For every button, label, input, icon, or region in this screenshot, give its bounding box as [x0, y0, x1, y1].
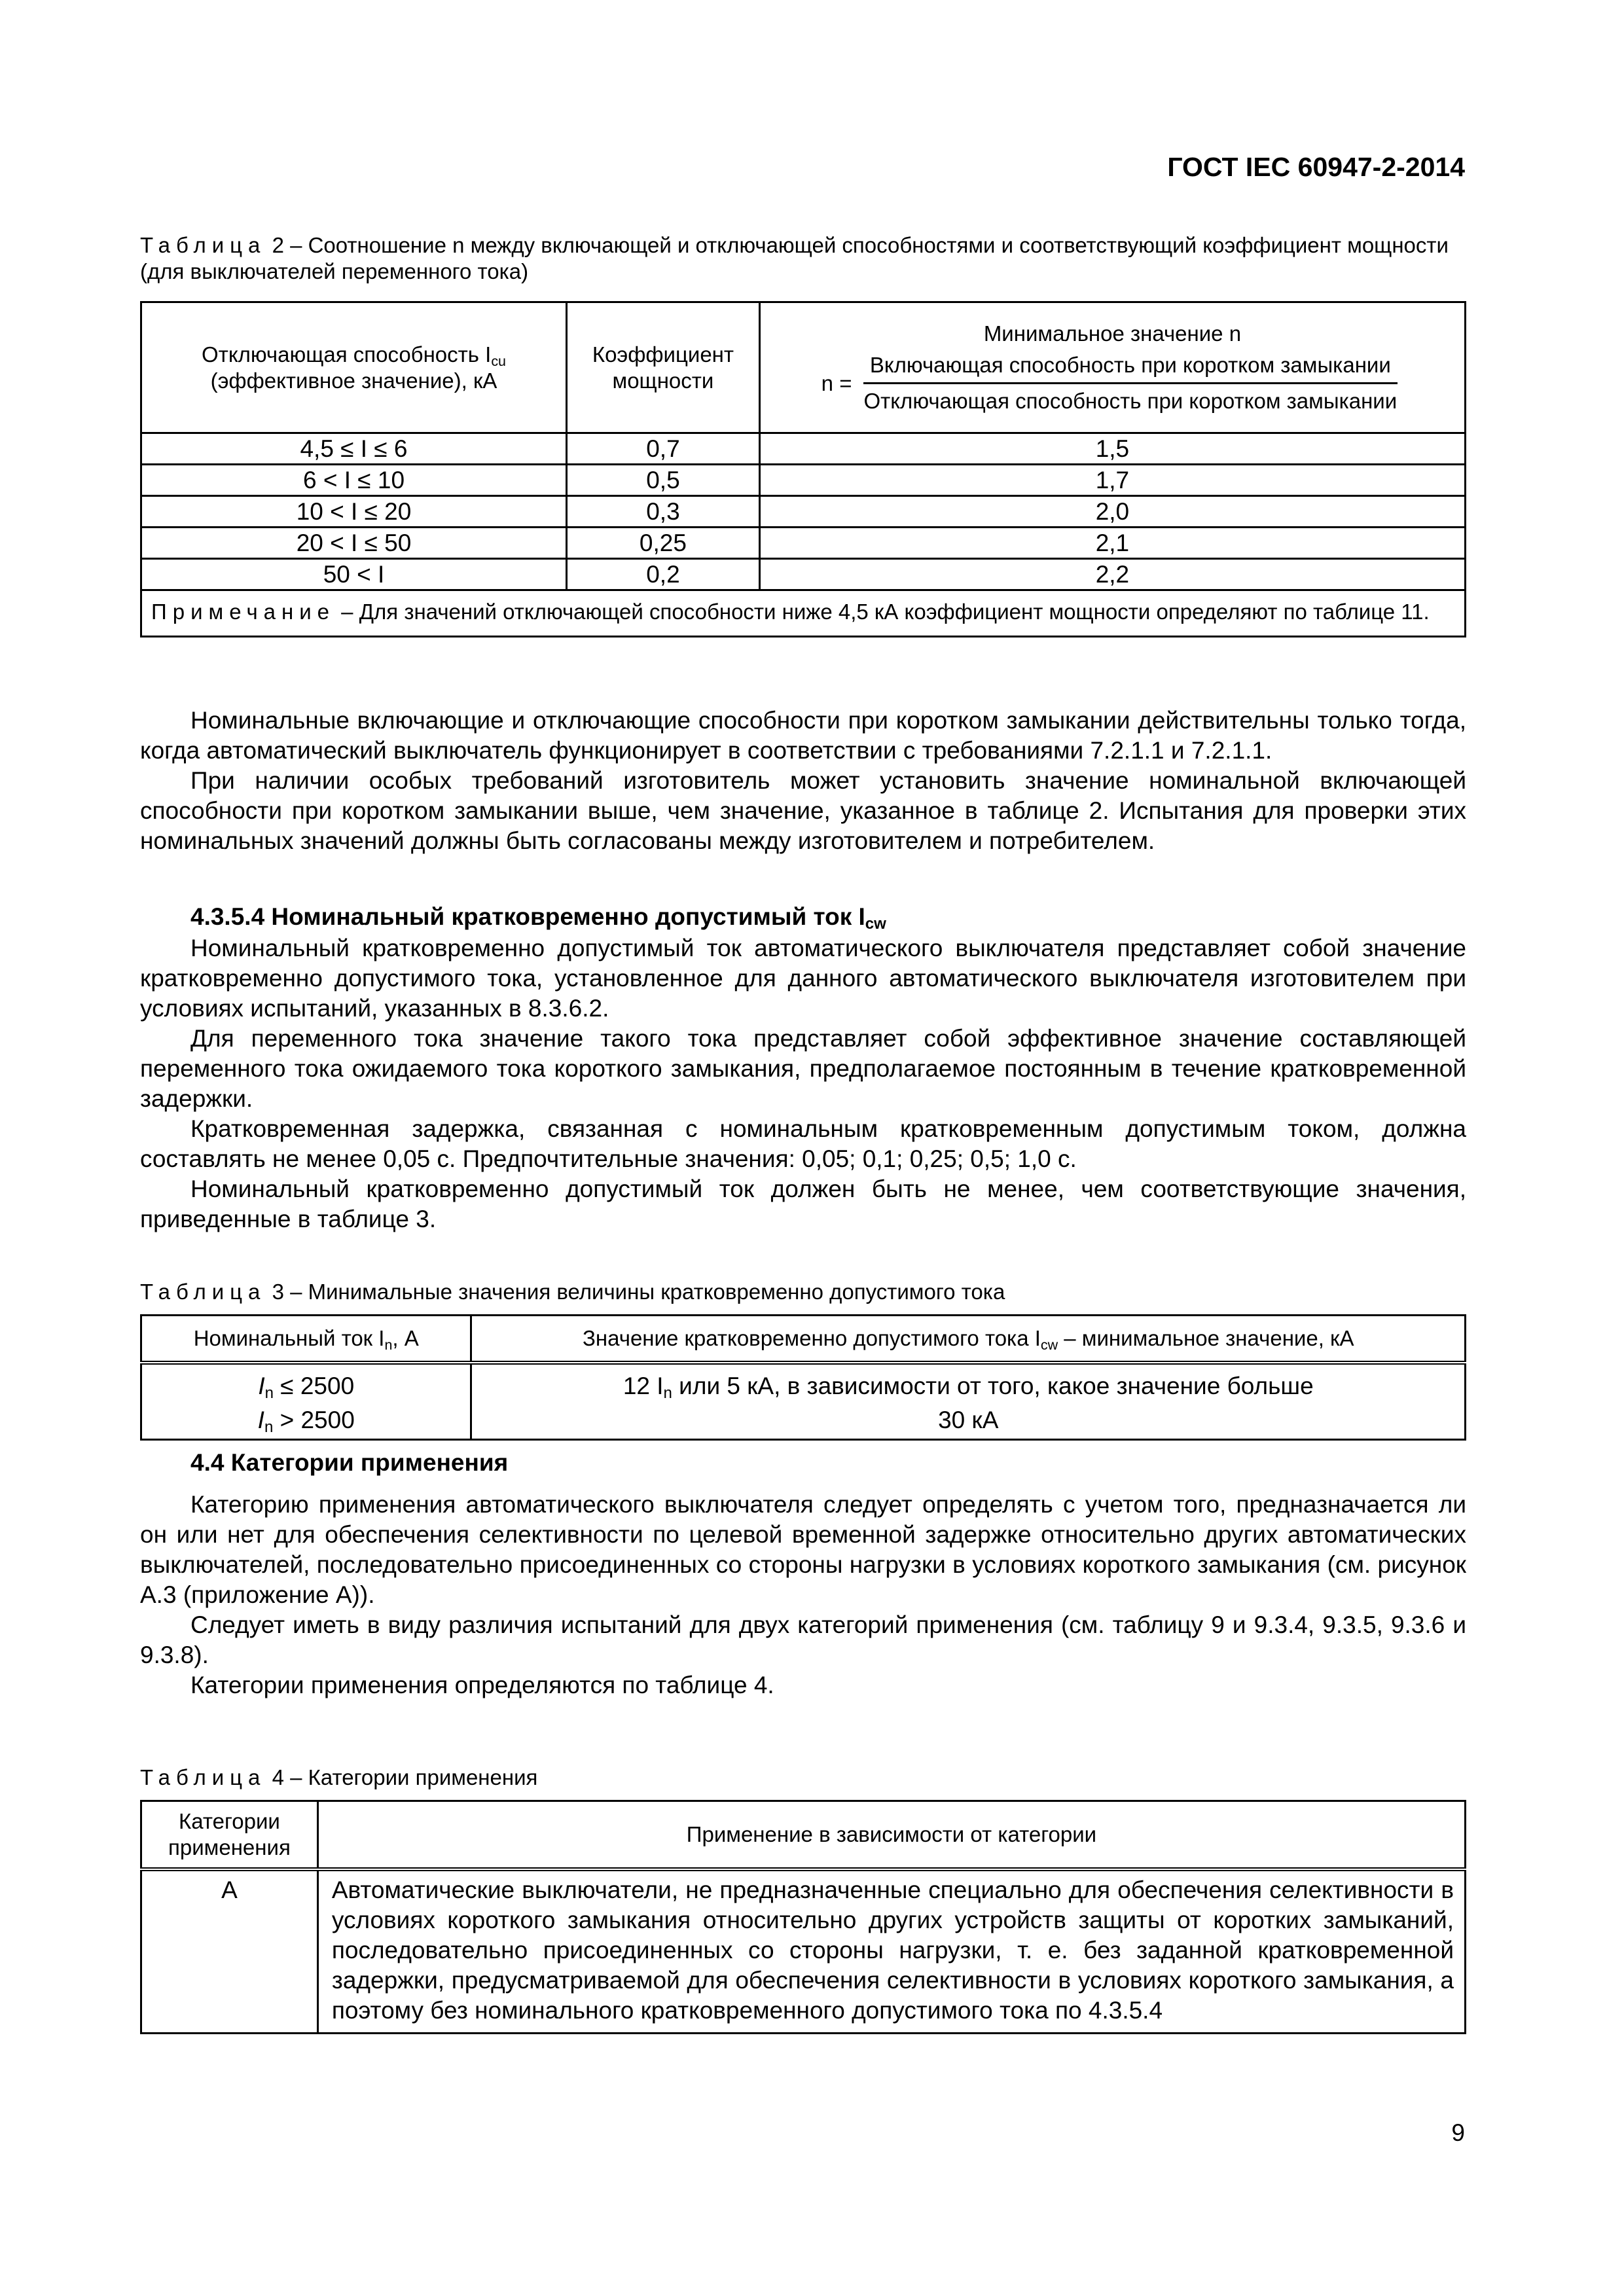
paragraph: Номинальный кратковременно допустимый ток должен быть не менее, чем соответствующие значения, приведенные в таблице 3. — [140, 1175, 1466, 1232]
paragraph: Для переменного тока значение такого тока представляет собой эффективное значение составляющей переменного тока ожидаемого тока короткого замыкания, предполагаемое постоянным в течение кратковременной задержки. — [140, 1025, 1466, 1112]
page-number: 9 — [1451, 2119, 1465, 2146]
table-row: 10 < I ≤ 20 0,3 2,0 — [141, 496, 1466, 528]
table-4 — [140, 1800, 1466, 2034]
table3-head-short-time-current: Значение кратковременно допустимого тока $I_{cw}$ – минимальное значение, кА — [471, 1316, 1466, 1363]
formula-numerator: Включающая способность при коротком замыкании — [863, 352, 1398, 384]
paragraph: Следует иметь в виду различия испытаний для двух категорий применения (см. таблицу 9 и 9.3.4, 9.3.5, 9.3.6 и 9.3.8). — [140, 1611, 1466, 1668]
paragraph: При наличии особых требований изготовитель может установить значение номинальной включающей способности при коротком замыкании выше, чем значение, указанное в таблице 2. Испытания для проверки этих номинальных значений должны быть согласованы между изготовителем и потребителем. — [140, 767, 1466, 854]
table3-min-values: 12 $I_n$ или 5 кА, в зависимости от того, какое значение больше 30 кА — [471, 1363, 1466, 1440]
paragraph: Номинальные включающие и отключающие способности при коротком замыкании действительны только тогда, когда автоматический выключатель функционирует в соответствии с требованиями 7.2.1.1 и 7.2.1.1. — [140, 707, 1466, 764]
table2-caption-text: 2 – Соотношение n между включающей и отключающей способностями и соответствующий коэффициент мощности (для выключателей переменного тока) — [140, 233, 1449, 283]
paragraph: Категории применения определяются по таблице 4. — [190, 1672, 774, 1698]
table3-head-rated-current: Номинальный ток $I_n$, А — [141, 1316, 471, 1363]
table2-note: Примечание – Для значений отключающей способности ниже 4,5 кА коэффициент мощности определяют по таблице 11. — [141, 590, 1466, 637]
paragraph: Номинальный кратковременно допустимый ток автоматического выключателя представляет собой значение кратковременно допустимого тока, установленное для данного автоматического выключателя изготовителем при условиях испытаний, указанных в 8.3.6.2. — [140, 935, 1466, 1022]
table-row: 50 < I 0,2 2,2 — [141, 559, 1466, 590]
standard-header: ГОСТ IEC 60947-2-2014 — [1167, 152, 1465, 182]
body-text-3 — [140, 1490, 1466, 1700]
section-44-title: 4.4 Категории применения — [190, 1449, 509, 1476]
table2-head-breaking-capacity: Отключающая способность $I_{cu}$ (эффективное значение), кА — [141, 302, 567, 433]
table4-head-application: Применение в зависимости от категории — [317, 1801, 1465, 1869]
table4-head-category: Категории применения — [141, 1801, 318, 1869]
body-text-2 — [140, 933, 1466, 1234]
table3-caption: Таблица 3 – Минимальные значения величины кратковременно допустимого тока — [140, 1280, 1005, 1304]
table-row: $I_n > 2500$ — [257, 1407, 355, 1437]
table-row: 20 < I ≤ 50 0,25 2,1 — [141, 528, 1466, 559]
table3-current-ranges — [141, 1363, 471, 1440]
table4-caption: Таблица 4 – Категории применения — [140, 1765, 538, 1789]
table-row: 4,5 ≤ I ≤ 6 0,7 1,5 — [141, 433, 1466, 465]
formula-denominator: Отключающая способность при коротком замыкании — [863, 389, 1398, 413]
ratio-formula: n = $\frac{\text{Включающая способность при коротком замыкании}}{\text{Отключающая способность при коротком замыкании}}$ — [821, 352, 1404, 414]
table-row — [141, 1869, 1466, 2034]
table-row: $I_n \le 2500$ — [258, 1372, 355, 1403]
table2-caption — [140, 232, 1466, 285]
table4-category-cell: А — [141, 1869, 318, 2034]
table2-caption-label: Таблица — [140, 233, 266, 257]
paragraph: Категорию применения автоматического выключателя следует определять с учетом того, предназначается ли он или нет для обеспечения селективности по целевой временной задержке относительно других автоматических выключателей, последовательно присоединенных со стороны нагрузки в условиях короткого замыкания (см. рисунок А.3 (приложение А)). — [140, 1491, 1466, 1608]
table-2 — [140, 301, 1466, 637]
table-row: 6 < I ≤ 10 0,5 1,7 — [141, 465, 1466, 496]
table2-head-power-factor: Коэффициент мощности — [567, 302, 760, 433]
body-text-1 — [140, 706, 1466, 856]
table-3 — [140, 1314, 1466, 1441]
table2-head-min-n: Минимальное значение n n = $\frac{\text{Включающая способность при коротком замыкании}}{\text{Отключающая способность при коротком замыкании}}$ — [759, 302, 1465, 433]
paragraph: Кратковременная задержка, связанная с номинальным кратковременным допустимым током, должна составлять не менее 0,05 с. Предпочтительные значения: 0,05; 0,1; 0,25; 0,5; 1,0 с. — [140, 1115, 1466, 1172]
section-4354-title: 4.3.5.4 Номинальный кратковременно допустимый ток $I_{cw}$ — [190, 903, 886, 933]
table4-application-cell: Автоматические выключатели, не предназначенные специально для обеспечения селективности в условиях короткого замыкания относительно других устройств защиты от коротких замыканий, последовательно присоединенных со стороны нагрузки, т. е. без заданной кратковременной задержки, предусматриваемой для обеспечения селективности в условиях короткого замыкания, а поэтому без номинального кратковременного допустимого тока по 4.3.5.4 — [317, 1869, 1465, 2034]
